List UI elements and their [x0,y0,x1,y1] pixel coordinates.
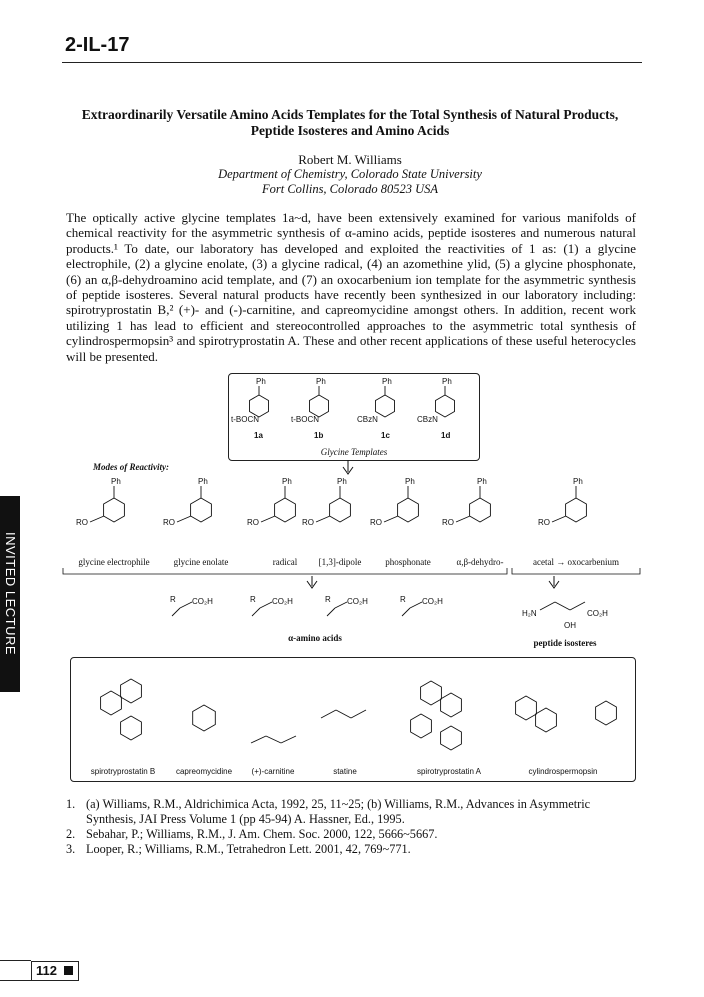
substituent-label: R [325,595,331,604]
page-rule [0,960,31,961]
hydroxyl-label: OH [564,621,576,630]
carboxyl-label: CO₂H [422,597,443,606]
aa-bond [410,602,422,608]
phenyl-label: Ph [382,377,392,386]
phenyl-label: Ph [477,477,487,486]
reference-number: 1. [66,797,76,811]
np-bond [351,710,366,718]
template-label-1a: 1a [254,431,263,440]
np-label-capreomycidine: capreomycidine [175,767,233,776]
template-ring-0 [250,395,269,417]
page-number: 112 [36,963,57,978]
phenyl-label: Ph [337,477,347,486]
mode-label-3: [1,3]-dipole [318,557,362,567]
reference-text: Sebahar, P.; Williams, R.M., J. Am. Chem. Soc. 2000, 122, 5666~5667. [86,827,438,841]
isostere-bond [570,602,585,610]
carboxyl-label: CO₂H [587,609,608,618]
carbamate-label: RO [163,518,175,527]
isostere-bond [555,602,570,610]
np-label-spirotryprostatin-b: spirotryprostatin B [90,767,156,776]
reference-text: (a) Williams, R.M., Aldrichimica Acta, 1992, 25, 11~25; (b) Williams, R.M., Advances in Asymmetric Synthesis, JAI Press Volume 1 (pp 45-94) A. Hassner, Ed., 1995. [86,797,591,826]
carbamate-bond [90,516,104,522]
carboxyl-label: CO₂H [272,597,293,606]
carbamate-label: RO [247,518,259,527]
paper-code: 2-IL-17 [65,34,130,56]
np-bond [266,736,281,743]
np-ring [101,691,122,715]
reference-text: Looper, R.; Williams, R.M., Tetrahedron Lett. 2001, 42, 769~771. [86,842,411,856]
template-label-1c: 1c [381,431,390,440]
np-bond [321,710,336,718]
phenyl-label: Ph [256,377,266,386]
phenyl-label: Ph [573,477,583,486]
np-ring [441,693,462,717]
reference-item [66,827,636,842]
carbamate-label: RO [538,518,550,527]
np-ring [421,681,442,705]
mode-ring-6 [566,498,587,522]
page-square-icon [64,966,73,975]
template-ring-3 [436,395,455,417]
affiliation-department: Department of Chemistry, Colorado State University [218,167,482,181]
np-ring [193,705,216,731]
mode-label-6: acetal → oxocarbenium [533,557,619,567]
np-ring [121,716,142,740]
mode-ring-3 [330,498,351,522]
arrow-down-icon [549,576,559,588]
phenyl-label: Ph [405,477,415,486]
np-ring [441,726,462,750]
mode-label-4: phosphonate [385,557,431,567]
carboxyl-label: CO₂H [192,597,213,606]
aa-bond [172,608,180,616]
bracket-amino-acids [63,568,507,574]
substituent-label: R [170,595,176,604]
aa-bond [327,608,335,616]
amino-acids-label: α-amino acids [288,633,342,643]
carbamate-bond [177,516,191,522]
affiliation-location: Fort Collins, Colorado 80523 USA [261,182,439,196]
mode-ring-4 [398,498,419,522]
np-bond [281,736,296,743]
aa-bond [335,602,347,608]
author-name: Robert M. Williams [298,152,402,167]
mode-label-1: glycine enolate [173,557,229,567]
template-label-1d: 1d [441,431,451,440]
protecting-group-label: t-BOCN [291,415,319,424]
isostere-bond [540,602,555,610]
references-list [66,797,636,857]
np-label-statine: statine [333,767,357,776]
mode-label-2: radical [272,557,298,567]
template-label-1b: 1b [314,431,324,440]
carbamate-bond [316,516,330,522]
np-bond [251,736,266,743]
carboxyl-label: CO₂H [347,597,368,606]
protecting-group-label: CBzN [357,415,378,424]
templates-caption: Glycine Templates [320,447,388,457]
carbamate-label: RO [302,518,314,527]
phenyl-label: Ph [316,377,326,386]
phenyl-label: Ph [198,477,208,486]
carbamate-label: RO [76,518,88,527]
glycine-templates-box [228,373,480,461]
substituent-label: R [250,595,256,604]
mode-label-5: α,β-dehydro- [456,557,504,567]
header-rule [62,62,642,63]
mode-ring-2 [275,498,296,522]
mode-label-0: glycine electrophile [78,557,150,567]
natural-products-structures [71,658,635,781]
aa-bond [180,602,192,608]
np-label-spirotryprostatin-a: spirotryprostatin A [416,767,482,776]
mode-ring-0 [104,498,125,522]
phenyl-label: Ph [111,477,121,486]
aa-bond [402,608,410,616]
paper-title: Extraordinarily Versatile Amino Acids Templates for the Total Synthesis of Natural Products, Peptide Isosteres and Amino Acids [81,107,619,138]
protecting-group-label: CBzN [417,415,438,424]
np-bond [336,710,351,718]
np-ring [121,679,142,703]
carbamate-label: RO [370,518,382,527]
reference-number: 2. [66,827,76,841]
arrow-down-icon [343,460,353,474]
reference-item [66,797,636,827]
template-ring-2 [376,395,395,417]
np-label-cylindrospermopsin: cylindrospermopsin [528,767,598,776]
amine-label: H₂N [522,609,537,618]
modes-heading: Modes of Reactivity: [93,462,169,472]
bracket-isosteres [512,568,640,574]
peptide-isosteres-label: peptide isosteres [533,638,597,648]
side-tab-label: INVITED LECTURE [3,532,18,656]
carbamate-bond [261,516,275,522]
protecting-group-label: t-BOCN [231,415,259,424]
natural-products-box [70,657,636,782]
substituent-label: R [400,595,406,604]
carbamate-label: RO [442,518,454,527]
carbamate-bond [384,516,398,522]
carbamate-bond [456,516,470,522]
reference-item [66,842,636,857]
arrow-down-icon [307,576,317,588]
aa-bond [252,608,260,616]
reference-number: 3. [66,842,76,856]
phenyl-label: Ph [282,477,292,486]
mode-ring-5 [470,498,491,522]
abstract-text: The optically active glycine templates 1a~d, have been extensively examined for various manifolds of chemical reactivity for the asymmetric synthesis of α-amino acids, peptide isosteres and numerous natural products.¹ To date, our laboratory has developed and exploited the reactivities of 1 as: (1) a glycine electrophile, (2) a glycine enolate, (3) a glycine radical, (4) an azomethine ylid, (5) a glycine phosphonate, (6) an α,β-dehydroamino acid template, and (7) an oxocarbenium ion template for the asymmetric synthesis of peptide isosteres. Several natural products have recently been synthesized in our laboratory including: spirotryprostatin B,² (+)- and (-)-carnitine, and capreomycidine amongst others. In addition, recent work utilizing 1 has lead to efficient and stereocontrolled approaches to the asymmetric total synthesis of cylindrospermopsin³ and spirotryprostatin A. These and other recent applications of these useful heterocycles will be presented. [66,210,636,364]
np-ring [411,714,432,738]
reactivity-scheme [60,458,660,653]
np-ring [516,696,537,720]
template-ring-1 [310,395,329,417]
glycine-templates-structures [229,374,479,460]
np-ring [596,701,617,725]
np-label-carnitine: (+)-carnitine [251,767,295,776]
np-ring [536,708,557,732]
aa-bond [260,602,272,608]
phenyl-label: Ph [442,377,452,386]
mode-ring-1 [191,498,212,522]
carbamate-bond [552,516,566,522]
